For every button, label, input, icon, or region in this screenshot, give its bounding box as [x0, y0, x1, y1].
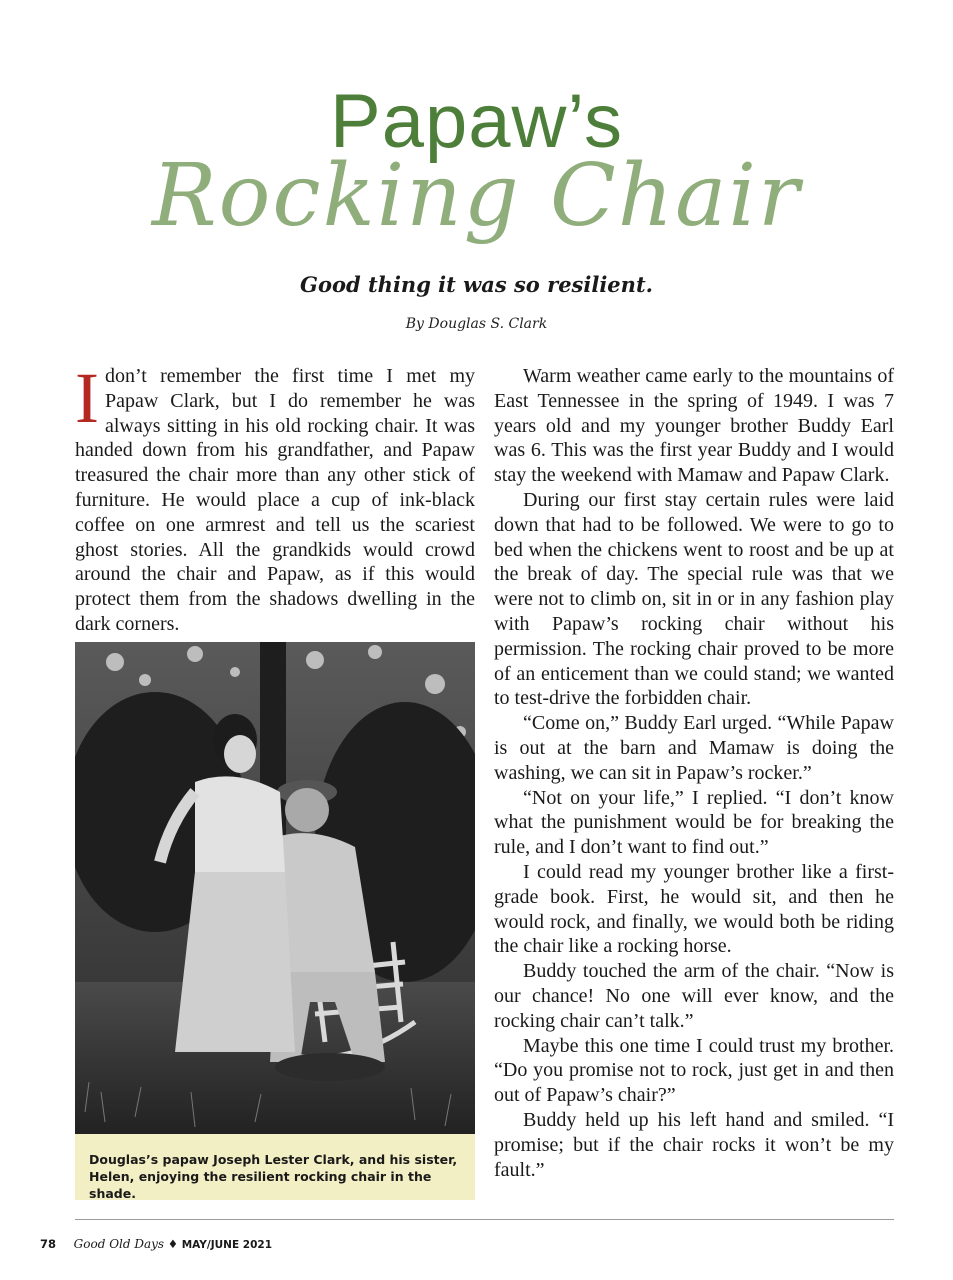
body-paragraph: Warm weather came early to the mountains of East Tennessee in the spring of 1949. I was 7 years old and my younger brother Buddy Earl was 6. This was the first year Buddy and I would stay the weekend with Mamaw and Papaw Clark. [494, 365, 894, 487]
issue-date: MAY/JUNE 2021 [181, 1239, 272, 1251]
magazine-name: Good Old Days [73, 1237, 165, 1251]
vintage-photo [75, 642, 475, 1134]
opening-paragraph [75, 358, 475, 637]
body-paragraph: Maybe this one time I could trust my brother. “Do you promise not to rock, just get in and then out of Papaw’s chair?” [494, 1034, 894, 1107]
photo-caption: Douglas’s papaw Joseph Lester Clark, and his sister, Helen, enjoying the resilient rocking chair in the shade. [75, 1134, 475, 1200]
body-paragraph: I could read my younger brother like a first-grade book. First, he would sit, and then he would rock, and finally, we would both be riding the chair like a rocking horse. [494, 860, 894, 958]
title-line-1: Papaw’s [330, 79, 623, 164]
footer-divider [75, 1219, 894, 1220]
body-paragraph: Buddy touched the arm of the chair. “Now is our chance! No one will ever know, and the rocking chair can’t talk.” [494, 960, 894, 1032]
right-column [494, 364, 894, 1182]
left-column [75, 358, 475, 637]
title-line-2: Rocking Chair [151, 146, 802, 246]
byline: By Douglas S. Clark [405, 316, 548, 332]
drop-cap: I [75, 358, 99, 438]
photo-illustration [75, 642, 475, 1134]
body-paragraph: “Not on your life,” I replied. “I don’t know what the punishment would be for breaking the rule, and I don’t want to find out.” [494, 786, 894, 859]
body-paragraph: During our first stay certain rules were laid down that had to be followed. We were to go to bed when the chickens went to roost and be up at the break of day. The special rule was that we were not to climb on, sit in or in any fashion play with Papaw’s rocking chair without his permission. The rocking chair proved to be more of an enticement than we could stand; we wanted to test-drive the forbidden chair. [494, 488, 894, 710]
subtitle: Good thing it was so resilient. [300, 272, 653, 297]
body-paragraph: “Come on,” Buddy Earl urged. “While Papaw is out at the barn and Mamaw is doing the washing, we can sit in Papaw’s rocker.” [494, 712, 894, 784]
opening-paragraph-text: don’t remember the first time I met my Papaw Clark, but I do remember he was always sitting in his old rocking chair. It was handed down from his grandfather, and Papaw treasured the chair more than any other stick of furniture. He would place a cup of ink-black coffee on one armrest and tell us the scariest ghost stories. All the grandkids would crowd around the chair and Papaw, as if this would protect them from the shadows dwelling in the dark corners. [75, 365, 475, 635]
diamond-icon: ♦ [167, 1237, 179, 1251]
body-paragraph: Buddy held up his left hand and smiled. “I promise; but if the chair rocks it won’t be my fault.” [494, 1108, 894, 1181]
page-footer [40, 1237, 272, 1251]
page-number: 78 [40, 1237, 57, 1251]
